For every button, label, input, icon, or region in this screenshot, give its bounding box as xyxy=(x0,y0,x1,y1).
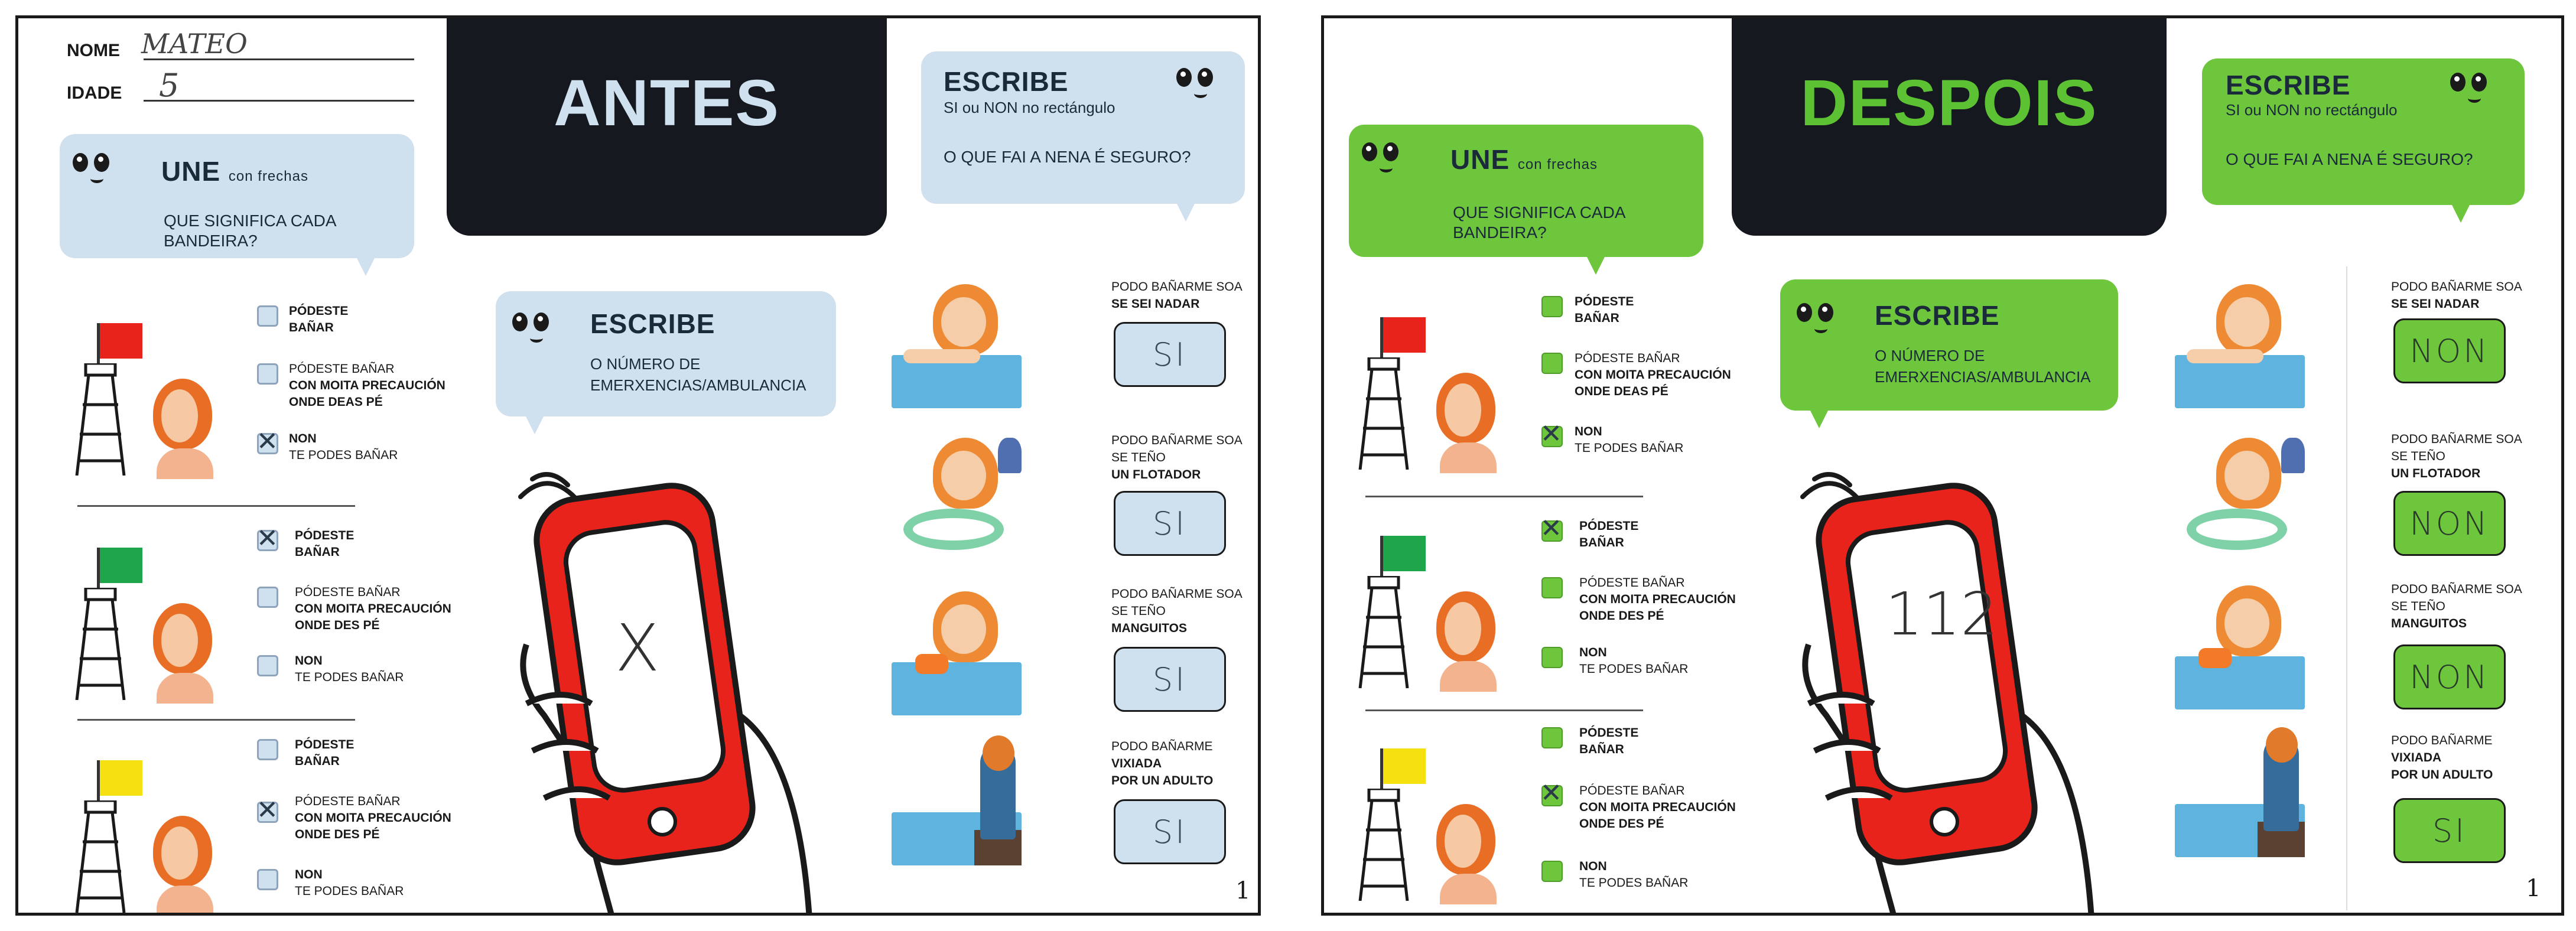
option-yellow-1: PÓDESTE BAÑAR xyxy=(295,738,354,768)
answer-box-4[interactable]: SI xyxy=(2393,798,2506,863)
red-flag-icon xyxy=(100,323,142,359)
phone-hand-drawing xyxy=(1797,455,2104,916)
escribe-top-title: ESCRIBE xyxy=(944,66,1069,97)
answer-box-2[interactable]: SI xyxy=(1114,491,1226,556)
scene-girl-armbands xyxy=(892,585,1022,715)
girl-icon xyxy=(1436,373,1501,473)
phone-hand-drawing xyxy=(515,455,822,916)
escribe-top-question: O QUE FAI A NENA É SEGURO? xyxy=(2226,150,2473,168)
option-yellow-2: PÓDESTE BAÑAR CON MOITA PRECAUCIÓN ONDE DES PÉ xyxy=(1579,784,1736,831)
checkbox-green-1[interactable] xyxy=(256,523,278,554)
scene-girl-armbands xyxy=(2175,580,2305,709)
checkbox-green-1[interactable] xyxy=(1540,513,1563,543)
check-mark-icon: ✕ xyxy=(1540,778,1562,808)
yellow-flag-icon xyxy=(100,760,142,796)
option-red-3: NON TE PODES BAÑAR xyxy=(289,432,398,462)
option-yellow-2: PÓDESTE BAÑAR CON MOITA PRECAUCIÓN ONDE DES PÉ xyxy=(295,795,451,841)
checkbox-yellow-2[interactable] xyxy=(1540,778,1563,808)
check-mark-icon: ✕ xyxy=(256,795,278,825)
eyes-icon xyxy=(512,312,565,348)
eyes-icon xyxy=(1176,68,1230,103)
lifeguard-tower-icon xyxy=(74,363,127,476)
yellow-flag-icon xyxy=(1383,748,1426,784)
une-title: UNE xyxy=(1450,144,1510,175)
checkbox-green-2[interactable] xyxy=(1541,577,1563,598)
option-green-1: PÓDESTE BAÑAR xyxy=(1579,519,1639,549)
option-red-2: PÓDESTE BAÑAR CON MOITA PRECAUCIÓN ONDE DEAS PÉ xyxy=(289,362,445,409)
checkbox-red-3[interactable] xyxy=(1540,419,1563,449)
worksheet-after xyxy=(1321,15,2564,916)
age-label: IDADE xyxy=(67,83,122,103)
scene-girl-float-ring xyxy=(892,432,1022,562)
checkbox-yellow-1[interactable] xyxy=(1541,727,1563,748)
lifeguard-tower-icon xyxy=(1357,357,1410,470)
option-yellow-3: NON TE PODES BAÑAR xyxy=(295,868,404,898)
green-flag-icon xyxy=(1383,536,1426,571)
eyes-icon xyxy=(1362,142,1415,178)
page-number: 1 xyxy=(1235,877,1251,904)
header-title-antes: ANTES xyxy=(554,67,780,139)
checkbox-yellow-3[interactable] xyxy=(257,869,278,890)
escribe-mid-title: ESCRIBE xyxy=(590,308,715,339)
question-4: PODO BAÑARME VIXIADA POR UN ADULTO xyxy=(2391,734,2493,782)
separator xyxy=(1365,709,1643,711)
escribe-mid-line1: O NÚMERO DE xyxy=(590,355,701,373)
checkbox-green-3[interactable] xyxy=(257,655,278,676)
option-green-3: NON TE PODES BAÑAR xyxy=(1579,646,1689,676)
scene-girl-float-ring xyxy=(2175,432,2305,562)
separator xyxy=(77,505,355,507)
escribe-mid-bubble xyxy=(496,291,836,416)
escribe-mid-line1: O NÚMERO DE xyxy=(1875,347,1985,364)
escribe-mid-bubble xyxy=(1780,279,2118,411)
green-flag-icon xyxy=(100,548,142,583)
question-1: PODO BAÑARME SOA SE SEI NADAR xyxy=(1111,280,1243,311)
girl-icon xyxy=(153,603,218,704)
question-2: PODO BAÑARME SOA SE TEÑO UN FLOTADOR xyxy=(2391,432,2522,480)
phone-answer-handwritten: 112 xyxy=(1885,580,1998,649)
escribe-top-instruction: SI ou NON no rectángulo xyxy=(944,99,1115,116)
question-4: PODO BAÑARME VIXIADA POR UN ADULTO xyxy=(1111,740,1214,787)
checkbox-red-1[interactable] xyxy=(1541,296,1563,317)
une-title: UNE xyxy=(161,156,221,187)
age-line xyxy=(144,100,414,102)
answer-box-4[interactable]: SI xyxy=(1114,799,1226,864)
scene-girl-with-adult xyxy=(2175,727,2305,857)
escribe-mid-line2: EMERXENCIAS/AMBULANCIA xyxy=(590,376,806,394)
name-label: NOME xyxy=(67,41,120,60)
check-mark-icon: ✕ xyxy=(1540,513,1562,543)
lifeguard-tower-icon xyxy=(1357,576,1410,688)
worksheet-before xyxy=(15,15,1261,916)
lifeguard-tower-icon xyxy=(74,800,127,913)
escribe-top-title: ESCRIBE xyxy=(2226,70,2351,100)
checkbox-yellow-1[interactable] xyxy=(257,739,278,760)
checkbox-red-2[interactable] xyxy=(257,363,278,385)
question-3: PODO BAÑARME SOA SE TEÑO MANGUITOS xyxy=(2391,582,2522,630)
lifeguard-tower-icon xyxy=(74,588,127,700)
option-green-2: PÓDESTE BAÑAR CON MOITA PRECAUCIÓN ONDE DES PÉ xyxy=(1579,576,1736,623)
escribe-mid-line2: EMERXENCIAS/AMBULANCIA xyxy=(1875,368,2091,386)
phone-answer-handwritten: X xyxy=(615,610,660,686)
answer-box-1[interactable]: NON xyxy=(2393,318,2506,383)
option-green-3: NON TE PODES BAÑAR xyxy=(295,654,404,684)
escribe-top-question: O QUE FAI A NENA É SEGURO? xyxy=(944,148,1191,166)
checkbox-green-3[interactable] xyxy=(1541,647,1563,668)
une-question: QUE SIGNIFICA CADA BANDEIRA? xyxy=(1453,203,1625,242)
header-tab xyxy=(447,18,887,236)
escribe-top-instruction: SI ou NON no rectángulo xyxy=(2226,101,2398,119)
une-bubble xyxy=(1349,125,1703,257)
answer-box-3[interactable]: SI xyxy=(1114,647,1226,712)
une-subtitle: con frechas xyxy=(1517,157,1598,172)
name-handwritten: MATEO xyxy=(141,28,248,60)
eyes-icon xyxy=(2450,73,2503,108)
girl-icon xyxy=(153,379,218,479)
une-question: QUE SIGNIFICA CADA BANDEIRA? xyxy=(164,211,336,250)
red-flag-icon xyxy=(1383,317,1426,353)
scene-girl-swimming xyxy=(2175,278,2305,408)
option-red-2: PÓDESTE BAÑAR CON MOITA PRECAUCIÓN ONDE DEAS PÉ xyxy=(1575,351,1731,398)
checkbox-green-2[interactable] xyxy=(257,587,278,608)
check-mark-icon: ✕ xyxy=(256,523,278,554)
fold-line xyxy=(2346,266,2347,910)
girl-icon xyxy=(153,816,218,916)
scene-girl-swimming xyxy=(892,278,1022,408)
option-green-1: PÓDESTE BAÑAR xyxy=(295,529,354,559)
escribe-mid-title: ESCRIBE xyxy=(1875,300,2000,331)
option-yellow-3: NON TE PODES BAÑAR xyxy=(1579,860,1689,890)
check-mark-icon: ✕ xyxy=(1540,419,1562,449)
question-3: PODO BAÑARME SOA SE TEÑO MANGUITOS xyxy=(1111,587,1243,635)
separator xyxy=(1365,496,1643,497)
page-number: 1 xyxy=(2526,875,2541,902)
phone-illustration xyxy=(1797,455,2104,916)
eyes-icon xyxy=(73,153,126,188)
answer-box-1[interactable]: SI xyxy=(1114,322,1226,387)
girl-icon xyxy=(1436,591,1501,692)
checkbox-red-1[interactable] xyxy=(257,305,278,327)
une-bubble xyxy=(60,134,414,258)
escribe-top-bubble xyxy=(921,51,1245,204)
check-mark-icon: ✕ xyxy=(256,427,278,457)
question-2: PODO BAÑARME SOA SE TEÑO UN FLOTADOR xyxy=(1111,434,1243,481)
checkbox-red-2[interactable] xyxy=(1541,353,1563,374)
checkbox-red-3[interactable] xyxy=(256,427,278,457)
option-green-2: PÓDESTE BAÑAR CON MOITA PRECAUCIÓN ONDE DES PÉ xyxy=(295,585,451,632)
separator xyxy=(77,719,355,721)
checkbox-yellow-3[interactable] xyxy=(1541,861,1563,882)
scene-girl-with-adult xyxy=(892,735,1022,865)
flag-block-red xyxy=(1348,296,1761,509)
eyes-icon xyxy=(1797,303,1850,338)
option-red-1: PÓDESTE BAÑAR xyxy=(1575,295,1634,325)
une-subtitle: con frechas xyxy=(228,168,308,184)
option-red-1: PÓDESTE BAÑAR xyxy=(289,304,349,334)
checkbox-yellow-2[interactable] xyxy=(256,795,278,825)
question-1: PODO BAÑARME SOA SE SEI NADAR xyxy=(2391,280,2522,311)
answer-box-3[interactable]: NON xyxy=(2393,644,2506,709)
header-title-despois: DESPOIS xyxy=(1800,67,2098,139)
age-handwritten: 5 xyxy=(159,67,180,104)
header-tab xyxy=(1732,18,2167,236)
lifeguard-tower-icon xyxy=(1357,789,1410,901)
phone-illustration xyxy=(515,455,822,916)
escribe-top-bubble xyxy=(2202,58,2525,205)
option-yellow-1: PÓDESTE BAÑAR xyxy=(1579,726,1639,756)
option-red-3: NON TE PODES BAÑAR xyxy=(1575,425,1684,455)
answer-box-2[interactable]: NON xyxy=(2393,491,2506,556)
girl-icon xyxy=(1436,804,1501,904)
